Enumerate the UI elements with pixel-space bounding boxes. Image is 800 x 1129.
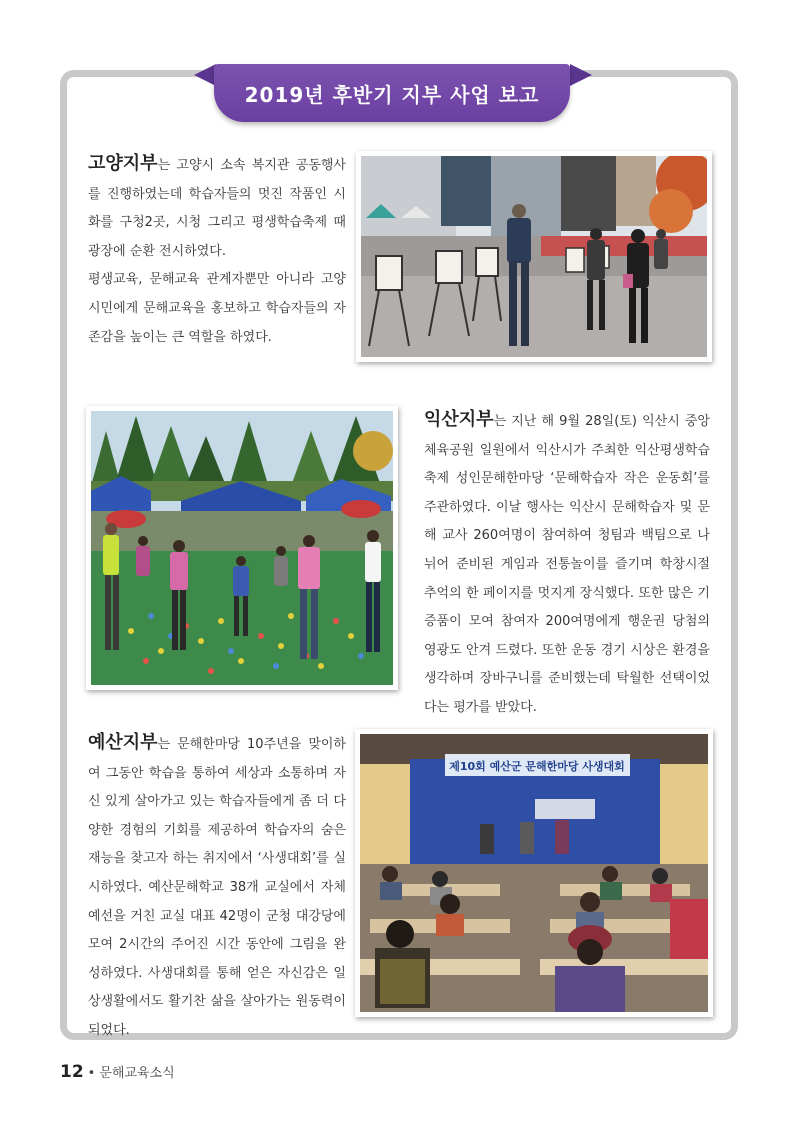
footer-separator: • (87, 1066, 96, 1081)
iksan-section (424, 406, 710, 723)
goyang-text-2: 평생교육, 문해교육 관계자뿐만 아니라 고양 시민에게 문해교육을 홍보하고 학습자들의 자존감을 높이는 큰 역할을 하였다. (88, 272, 346, 345)
iksan-text: 는 지난 해 9월 28일(토) 익산시 중앙 체육공원 일원에서 익산시가 주최한 익산평생학습 축제 성인문해한마당 ‘문해학습자 작은 운동회’를 주관하였다. 이날 행사는 익산시 문해학습자 및 문해 교사 260여명이 참여하여 청팀과 백팀으로 나뉘어 준비된 게임과 전통놀이를 즐기며 학창시절 추억의 한 페이지를 멋지게 장식했다. 또한 많은 기증품이 모여 참여자 200여명에게 행운권 당첨의 영광도 안겨 드렸다. 또한 운동 경기 시상은 환경을 생각하며 장바구니를 준비했는데 탁월한 선택이었다는 평가를 받았다. (424, 414, 710, 715)
yesan-drawing-contest-photo (355, 729, 713, 1017)
goyang-exhibition-photo (356, 151, 712, 362)
iksan-sports-day-photo (86, 406, 398, 690)
page-number: 12 (60, 1062, 84, 1082)
yesan-text: 는 문해한마당 10주년을 맞이하여 그동안 학습을 통하여 세상과 소통하며 자신 있게 살아가고 있는 학습자들에게 좀 더 다양한 경험의 기회를 제공하여 학습자의 숨은 재능을 찾고자 하는 취지에서 ‘사생대회’를 실시하였다. 예산문해학교 38개 교실에서 자체 예선을 거친 교실 대표 42명이 군청 대강당에 모여 2시간의 주어진 시간 동안에 그림을 완성하였다. 사생대회를 통해 얻은 자신감은 일상생활에서도 활기찬 삶을 살아가는 원동력이 되었다. (88, 737, 346, 1038)
yesan-branch-name: 예산지부 (88, 732, 158, 753)
page-title-text: 2019년 후반기 지부 사업 보고 (244, 82, 540, 107)
yesan-section (88, 729, 346, 1046)
goyang-section (88, 150, 346, 352)
page-title (214, 64, 570, 122)
goyang-text-1: 는 고양시 소속 복지관 공동행사를 진행하였는데 학습자들의 멋진 작품인 시화를 구청2곳, 시청 그리고 평생학습축제 때 광장에 순환 전시하였다. (88, 158, 346, 259)
banner-ribbon-right (570, 64, 592, 86)
publication-name: 문해교육소식 (99, 1066, 175, 1081)
iksan-branch-name: 익산지부 (424, 409, 494, 430)
goyang-branch-name: 고양지부 (88, 153, 158, 174)
banner-ribbon-left (194, 64, 216, 86)
yesan-event-banner: 제10회 예산군 문해한마당 사생대회 (449, 760, 625, 773)
page-footer (60, 1062, 175, 1082)
